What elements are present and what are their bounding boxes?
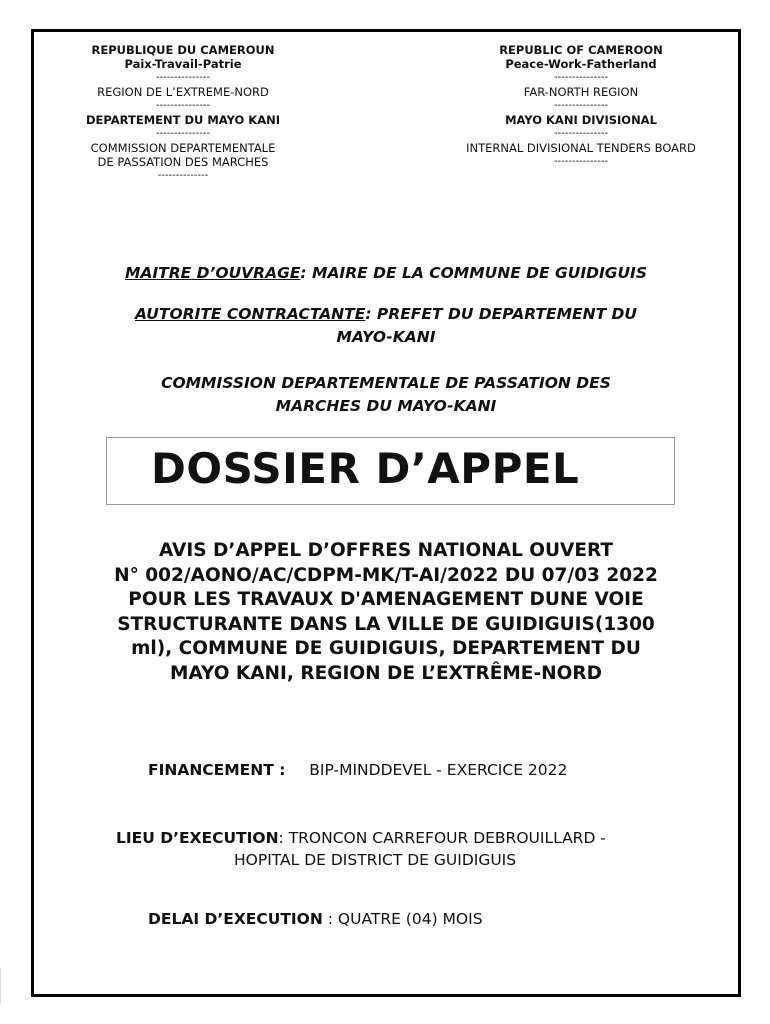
execution-delay-label: DELAI D’EXECUTION [148, 910, 323, 928]
header-left-block [70, 43, 296, 183]
contracting-authority-value: : PREFET DU DEPARTEMENT DU [365, 305, 637, 323]
execution-location-label: LIEU D’EXECUTION [116, 829, 279, 847]
execution-delay-value: : QUATRE (04) MOIS [322, 910, 483, 928]
commission-fr-line1: COMMISSION DEPARTEMENTALE [90, 141, 276, 155]
contracting-authority-label: AUTORITE CONTRACTANTE [135, 305, 366, 323]
contracting-authority [34, 303, 738, 349]
notice-line: POUR LES TRAVAUX D'AMENAGEMENT DUNE VOIE [128, 589, 644, 610]
financing-value: BIP-MINDDEVEL - EXERCICE 2022 [309, 761, 568, 779]
division-en: MAYO KANI DIVISIONAL [505, 113, 657, 127]
header-right-block [441, 43, 721, 169]
commission-line1: COMMISSION DEPARTEMENTALE DE PASSATION DES [161, 374, 611, 392]
separator: --------------- [553, 156, 609, 167]
notice-line: ml), COMMUNE DE GUIDIGUIS, DEPARTEMENT DU [131, 638, 641, 659]
commission-fr-line2: DE PASSATION DES MARCHES [97, 155, 269, 169]
department-fr: DEPARTEMENT DU MAYO KANI [85, 113, 281, 127]
commission-heading [34, 372, 738, 418]
notice-line: AVIS D’APPEL D’OFFRES NATIONAL OUVERT [158, 540, 614, 561]
project-owner-value: : MAIRE DE LA COMMUNE DE GUIDIGUIS [300, 264, 647, 282]
execution-location-value: : TRONCON CARREFOUR DEBROUILLARD - [278, 829, 606, 847]
notice-line: N° 002/AONO/AC/CDPM-MK/T-AI/2022 DU 07/03 2022 [114, 564, 658, 586]
project-owner-line [34, 262, 738, 285]
execution-delay [148, 908, 483, 930]
tender-notice [34, 539, 738, 686]
notice-line: MAYO KANI, REGION DE L’EXTRÊME-NORD [170, 662, 602, 684]
separator: --------------- [155, 72, 211, 83]
execution-location [116, 827, 606, 849]
contracting-authority-value-line2: MAYO-KANI [336, 328, 436, 346]
country-fr: REPUBLIQUE DU CAMEROUN [91, 43, 275, 57]
execution-location-line2: HOPITAL DE DISTRICT DE GUIDIGUIS [234, 851, 517, 869]
financing-label: FINANCEMENT : [148, 761, 286, 779]
separator: --------------- [155, 100, 211, 111]
document-frame [31, 29, 741, 997]
separator: --------------- [553, 128, 609, 139]
project-owner-label: MAITRE D’OUVRAGE [124, 264, 301, 282]
commission-line2: MARCHES DU MAYO-KANI [275, 397, 497, 415]
region-en: FAR-NORTH REGION [523, 85, 639, 99]
title-box [106, 437, 675, 505]
region-fr: REGION DE L’EXTREME-NORD [97, 85, 269, 99]
separator: -------------- [157, 170, 209, 181]
separator: --------------- [155, 128, 211, 139]
document-title: DOSSIER D’APPEL [151, 444, 580, 493]
motto-en: Peace-Work-Fatherland [505, 57, 657, 71]
motto-fr: Paix-Travail-Patrie [124, 57, 242, 71]
separator: --------------- [553, 72, 609, 83]
separator: --------------- [553, 100, 609, 111]
page-edge-mark [0, 968, 1, 1004]
financing-line [148, 759, 567, 781]
country-en: REPUBLIC OF CAMEROON [499, 43, 663, 57]
notice-line: STRUCTURANTE DANS LA VILLE DE GUIDIGUIS(1300 [117, 613, 655, 635]
tenders-board-en: INTERNAL DIVISIONAL TENDERS BOARD [466, 141, 696, 155]
